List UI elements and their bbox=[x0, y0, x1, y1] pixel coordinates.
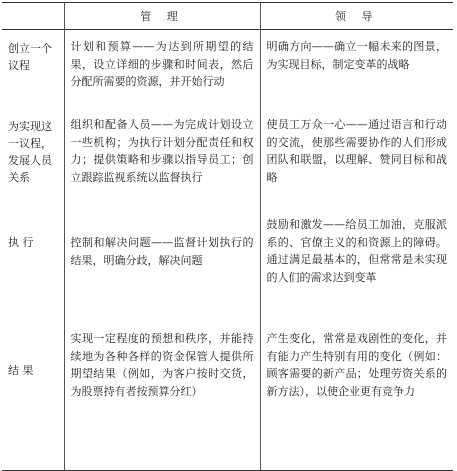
leadership-cell-execution: 鼓励和激发——给员工加油，克服派系的、官僚主义的和资源上的障碍。通过满足最基本的，但常常是未实现的人们的需求达到变革 bbox=[266, 218, 447, 284]
management-cell-agenda: 计划和预算——为达到所期望的结果，设立详细的步骤和时间表，然后分配所需要的资源，并开始行动 bbox=[64, 30, 260, 109]
management-vs-leadership-table bbox=[2, 2, 453, 471]
table-row bbox=[2, 108, 453, 216]
row-label-agenda: 创立一个议程 bbox=[8, 42, 52, 72]
leadership-cell-outcome: 产生变化，常常是戏剧性的变化，并有能力产生特别有用的变化（例如：顾客需要的新产品；处理劳资关系的新方法），以使企业更有竞争力 bbox=[266, 332, 447, 398]
row-label-outcome: 结 果 bbox=[8, 364, 34, 377]
management-cell-outcome: 实现一定程度的预想和秩序，并能持续地为各种各样的资金保管人提供所期望结果（例如，为客户按时交货，为股票持有者按预算分红） bbox=[64, 324, 260, 471]
row-label-execution: 执 行 bbox=[8, 236, 34, 249]
leadership-cell-agenda: 明确方向——确立一幅未来的图景，为实现目标，制定变革的战略 bbox=[266, 40, 447, 71]
row-label-relationships: 为实现这一议程，发展人员关系 bbox=[8, 120, 52, 184]
table-row bbox=[2, 30, 453, 109]
management-cell-relationships: 组织和配备人员——为完成计划设立一些机构；为执行计划分配责任和权力；提供策略和步骤以指导员工；创立跟踪监视系统以监督执行 bbox=[64, 108, 260, 216]
table-row bbox=[2, 324, 453, 471]
management-cell-execution: 控制和解决问题——监督计划执行的结果，明确分歧，解决问题 bbox=[64, 216, 260, 324]
leadership-cell-relationships: 使员工万众一心——通过语言和行动的交流，使那些需要协作的人们形成团队和联盟，以理解、赞同目标和战略 bbox=[266, 118, 447, 184]
table-row bbox=[2, 216, 453, 324]
header-management: 管 理 bbox=[64, 3, 260, 30]
table-header-row bbox=[2, 3, 453, 30]
header-leadership: 领 导 bbox=[335, 10, 379, 23]
header-empty-cell bbox=[2, 3, 64, 30]
